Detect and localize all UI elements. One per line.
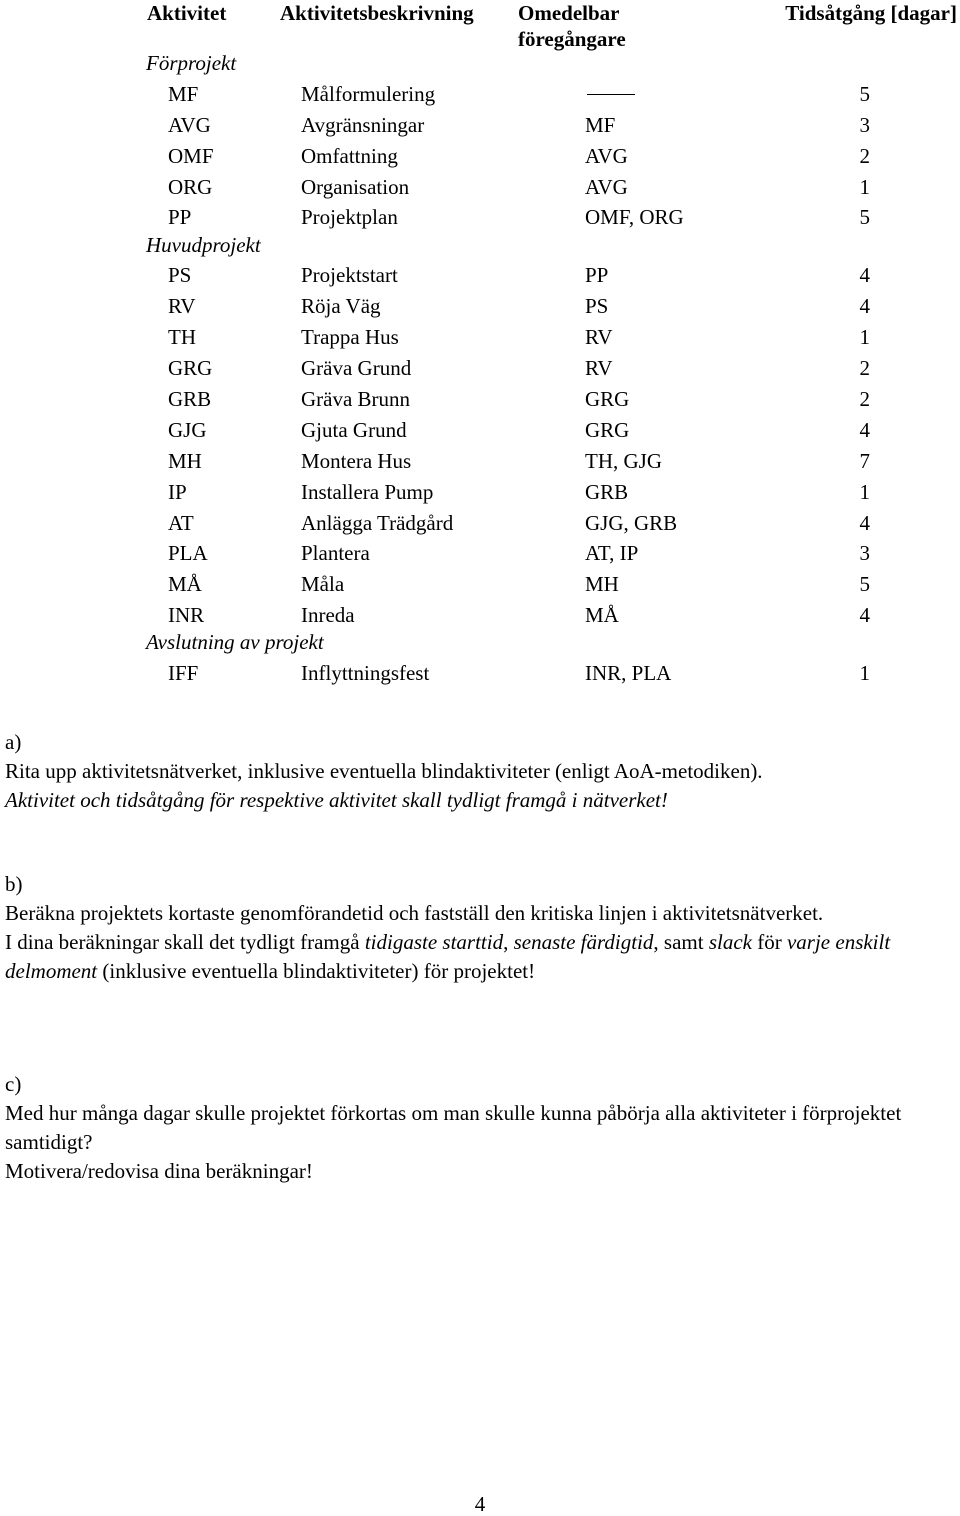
activity-description: Projektplan — [301, 205, 398, 229]
table-row — [0, 538, 960, 569]
activity-id: TH — [168, 325, 196, 349]
table-header — [0, 0, 960, 56]
section-title: Förprojekt — [146, 51, 237, 75]
activity-predecessor: MÅ — [585, 603, 619, 627]
activity-time: 4 — [859, 511, 870, 535]
activity-id: GRG — [168, 356, 213, 380]
table-row — [0, 260, 960, 291]
table-row — [0, 446, 960, 477]
table-row — [0, 569, 960, 600]
emphasis-term: senaste färdigtid — [513, 930, 654, 954]
activity-time: 3 — [859, 113, 870, 137]
emphasis-term: slack — [708, 930, 752, 954]
activity-predecessor: GRG — [585, 418, 630, 442]
activity-id: INR — [168, 603, 205, 627]
activity-time: 4 — [859, 294, 870, 318]
question-emphasis: Aktivitet och tidsåtgång för respektive aktivitet skall tydligt framgå i nätverket! — [5, 788, 668, 812]
activity-time: 4 — [859, 263, 870, 287]
text-run: , — [503, 930, 514, 954]
text-run: I dina beräkningar skall det tydligt framgå — [5, 930, 365, 954]
text-run: , samt — [653, 930, 709, 954]
table-row — [0, 508, 960, 539]
section-title: Huvudprojekt — [146, 233, 261, 257]
activity-time: 1 — [859, 325, 870, 349]
activity-id: PS — [168, 263, 192, 287]
activity-predecessor: INR, PLA — [585, 661, 672, 685]
activity-id: MF — [168, 82, 199, 106]
table-row — [0, 172, 960, 203]
table-row — [0, 79, 960, 110]
activity-description: Måla — [301, 572, 345, 596]
question-text: Motivera/redovisa dina beräkningar! — [5, 1159, 313, 1183]
question-text: Med hur många dagar skulle projektet förkortas om man skulle kunna påbörja alla aktiviteter i förprojektet samtidigt? — [5, 1101, 902, 1154]
activity-description: Montera Hus — [301, 449, 412, 473]
activity-predecessor: PS — [585, 294, 609, 318]
question-label: c) — [5, 1072, 22, 1096]
activity-time: 7 — [859, 449, 870, 473]
activity-id: IP — [168, 480, 187, 504]
activity-id: AVG — [168, 113, 211, 137]
activity-predecessor: OMF, ORG — [585, 205, 684, 229]
activity-time: 1 — [859, 661, 870, 685]
activity-description: Gräva Grund — [301, 356, 412, 380]
activity-description: Plantera — [301, 541, 370, 565]
activity-id: RV — [168, 294, 196, 318]
question-label: a) — [5, 730, 22, 754]
activity-time: 3 — [859, 541, 870, 565]
activity-description: Målformulering — [301, 82, 436, 106]
activity-predecessor: GRG — [585, 387, 630, 411]
activity-id: ORG — [168, 175, 213, 199]
activity-time: 5 — [859, 205, 870, 229]
activity-predecessor: MH — [585, 572, 619, 596]
activity-time: 4 — [859, 603, 870, 627]
question-label: b) — [5, 872, 23, 896]
question-c — [5, 1070, 955, 1186]
activity-id: MÅ — [168, 572, 202, 596]
activity-description: Projektstart — [301, 263, 398, 287]
activity-id: GJG — [168, 418, 207, 442]
table-row — [0, 322, 960, 353]
table-row — [0, 658, 960, 689]
activity-predecessor: AVG — [585, 144, 628, 168]
table-row — [0, 477, 960, 508]
activity-time: 2 — [859, 387, 870, 411]
activity-predecessor: RV — [585, 325, 613, 349]
activity-description: Anlägga Trädgård — [301, 511, 454, 535]
activity-description: Trappa Hus — [301, 325, 399, 349]
question-text-instructions — [5, 928, 955, 986]
activity-id: PLA — [168, 541, 208, 565]
activity-description: Inflyttningsfest — [301, 661, 430, 685]
header-predecessor: Omedelbar föregångare — [518, 1, 626, 51]
activity-time: 4 — [859, 418, 870, 442]
table-row — [0, 353, 960, 384]
activity-description: Installera Pump — [301, 480, 434, 504]
activity-time: 2 — [859, 144, 870, 168]
header-activity: Aktivitet — [147, 1, 227, 25]
page-number: 4 — [474, 1492, 486, 1516]
activity-description: Avgränsningar — [301, 113, 425, 137]
activity-id: AT — [168, 511, 194, 535]
activity-predecessor: AVG — [585, 175, 628, 199]
activity-time: 1 — [859, 480, 870, 504]
question-a — [5, 728, 955, 815]
table-row — [0, 110, 960, 141]
activity-predecessor: GJG, GRB — [585, 511, 678, 535]
activity-predecessor: PP — [585, 263, 609, 287]
text-run: (inklusive eventuella blindaktiviteter) för projektet! — [97, 959, 536, 983]
table-row — [0, 141, 960, 172]
activity-predecessor: GRB — [585, 480, 629, 504]
question-text: Rita upp aktivitetsnätverket, inklusive eventuella blindaktiviteter (enligt AoA-metodiken). — [5, 759, 763, 783]
activity-time: 5 — [859, 572, 870, 596]
activity-time: 1 — [859, 175, 870, 199]
no-predecessor-dash — [587, 94, 635, 95]
activity-predecessor: TH, GJG — [585, 449, 662, 473]
header-description: Aktivitetsbeskrivning — [280, 1, 474, 25]
activity-description: Röja Väg — [301, 294, 381, 318]
table-row — [0, 600, 960, 631]
table-row — [0, 384, 960, 415]
activity-id: OMF — [168, 144, 214, 168]
table-row — [0, 291, 960, 322]
activity-description: Omfattning — [301, 144, 398, 168]
activity-id: MH — [168, 449, 202, 473]
activity-id: PP — [168, 205, 192, 229]
question-b — [5, 870, 955, 986]
activity-predecessor: RV — [585, 356, 613, 380]
table-row — [0, 202, 960, 233]
activity-description: Gräva Brunn — [301, 387, 411, 411]
section-title: Avslutning av projekt — [146, 630, 324, 654]
text-run: för — [751, 930, 787, 954]
activity-predecessor: MF — [585, 113, 616, 137]
question-text: Beräkna projektets kortaste genomförandetid och fastställ den kritiska linjen i aktivitetsnätverket. — [5, 901, 824, 925]
header-time: Tidsåtgång [dagar] — [785, 1, 957, 25]
activity-id: GRB — [168, 387, 212, 411]
table-row — [0, 415, 960, 446]
activity-description: Organisation — [301, 175, 410, 199]
activity-time: 2 — [859, 356, 870, 380]
activity-id: IFF — [168, 661, 199, 685]
activity-predecessor: AT, IP — [585, 541, 639, 565]
activity-time: 5 — [859, 82, 870, 106]
activity-description: Inreda — [301, 603, 355, 627]
activity-description: Gjuta Grund — [301, 418, 407, 442]
emphasis-term: tidigaste starttid — [364, 930, 504, 954]
emphasis-term: varje enskilt delmoment — [5, 930, 891, 983]
